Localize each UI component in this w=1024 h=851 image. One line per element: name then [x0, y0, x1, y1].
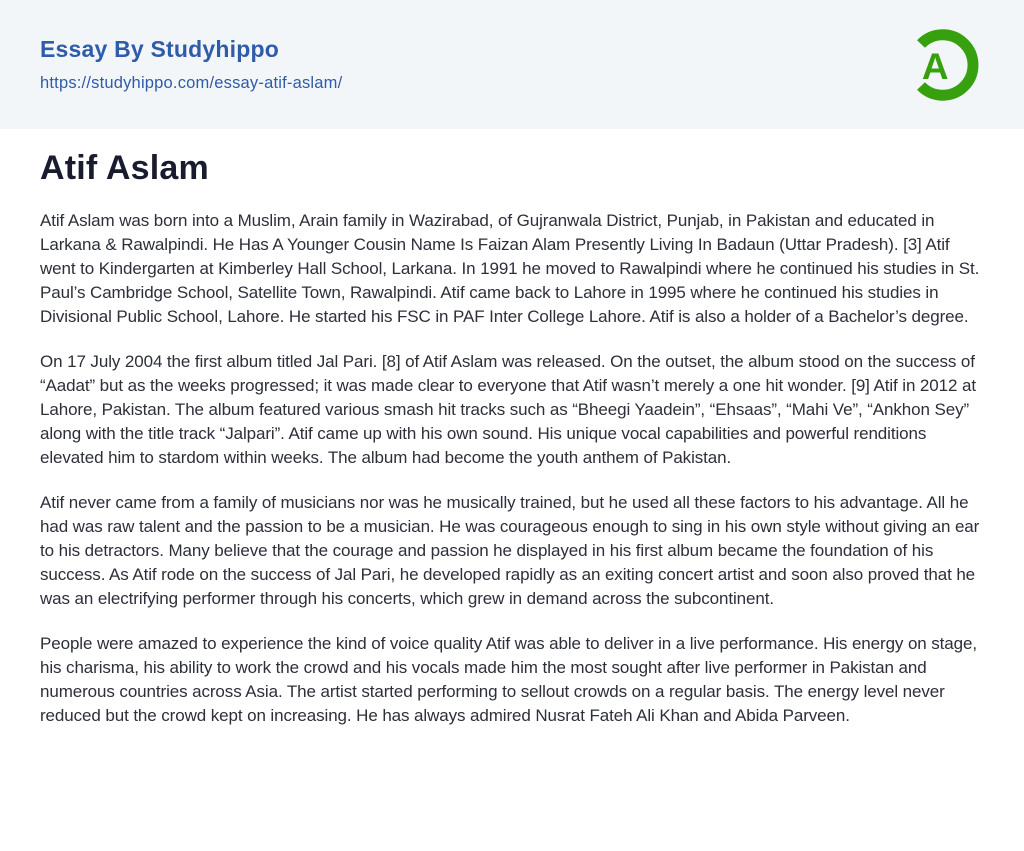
essay-paragraph: People were amazed to experience the kind of voice quality Atif was able to deliver in a live performance. His energy on stage, his charisma, his ability to work the crowd and his vocals made him the most sought after live performer in Pakistan and numerous countries across Asia. The artist started performing to sellout crowds on a regular basis. The energy level never reduced but the crowd kept on increasing. He has always admired Nusrat Fateh Ali Khan and Abida Parveen. — [40, 634, 977, 725]
site-title: Essay By Studyhippo — [40, 36, 279, 62]
essay-paragraph: Atif never came from a family of musicians nor was he musically trained, but he used all these factors to his advantage. All he had was raw talent and the passion to be a musician. He was courageous enough to sing in his own style without giving an ear to his detractors. Many believe that the courage and passion he displayed in his first album became the foundation of his success. As Atif rode on the success of Jal Pari, he developed rapidly as an exiting concert artist and soon also proved that he was an electrifying performer through his concerts, which grew in demand across the subcontinent. — [40, 493, 980, 608]
studyhippo-logo-icon — [900, 19, 984, 111]
logo-letter: A — [921, 45, 949, 87]
essay-content — [0, 129, 1024, 728]
essay-paragraph: On 17 July 2004 the first album titled Jal Pari. [8] of Atif Aslam was released. On the outset, the album stood on the success of “Aadat” but as the weeks progressed; it was made clear to everyone that Atif wasn’t merely a one hit wonder. [9] Atif in 2012 at Lahore, Pakistan. The album featured various smash hit tracks such as “Bheegi Yaadein”, “Ehsaas”, “Mahi Ve”, “Ankhon Sey” along with the title track “Jalpari”. Atif came up with his own sound. His unique vocal capabilities and powerful renditions elevated him to stardom within weeks. The album had become the youth anthem of Pakistan. — [40, 352, 976, 467]
essay-title: Atif Aslam — [40, 149, 209, 187]
site-header-text — [40, 36, 342, 93]
essay-url-link[interactable]: https://studyhippo.com/essay-atif-aslam/ — [40, 74, 343, 92]
essay-paragraph: Atif Aslam was born into a Muslim, Arain family in Wazirabad, of Gujranwala District, Punjab, in Pakistan and educated in Larkana & Rawalpindi. He Has A Younger Cousin Name Is Faizan Alam Presently Living In Badaun (Uttar Pradesh). [3] Atif went to Kindergarten at Kimberley Hall School, Larkana. In 1991 he moved to Rawalpindi where he continued his studies in St. Paul’s Cambridge School, Satellite Town, Rawalpindi. Atif came back to Lahore in 1995 where he continued his studies in Divisional Public School, Lahore. He started his FSC in PAF Inter College Lahore. Atif is also a holder of a Bachelor’s degree. — [40, 211, 980, 326]
site-header — [0, 0, 1024, 129]
